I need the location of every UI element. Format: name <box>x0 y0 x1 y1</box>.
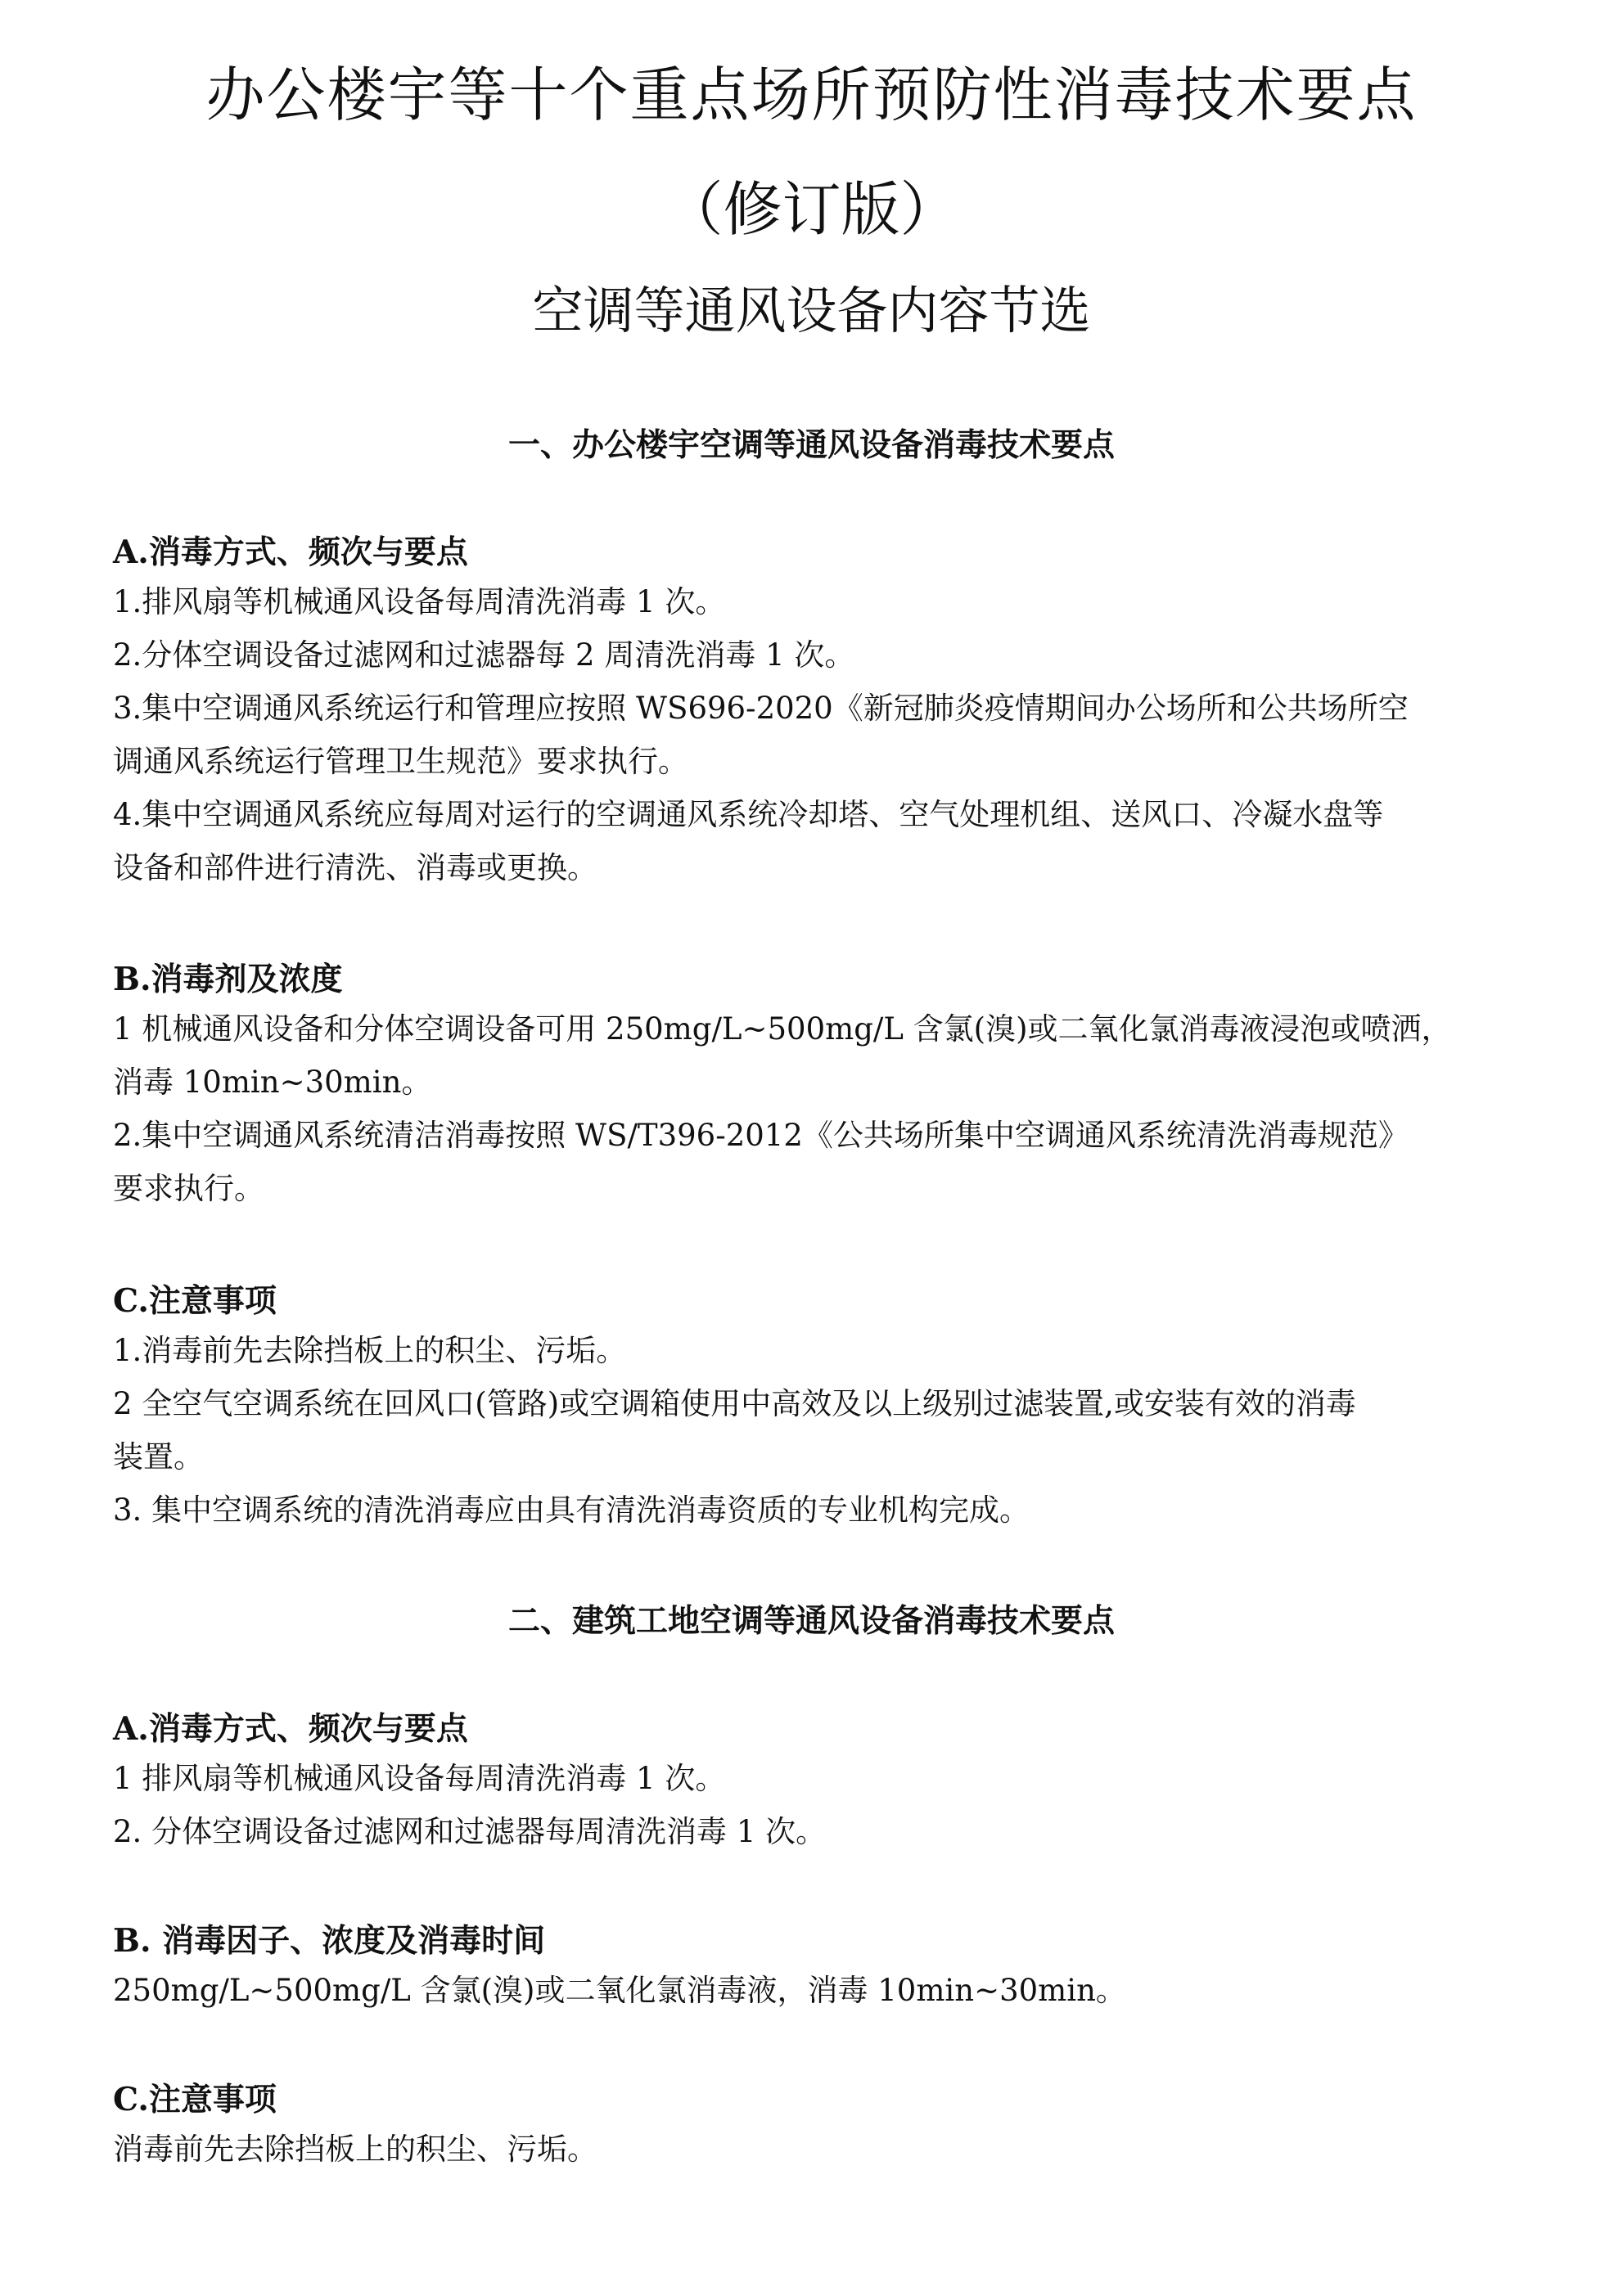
edition-label: （修订版） <box>664 175 959 244</box>
text-line: 2 全空气空调系统在回风口(管路)或空调箱使用中高效及以上级别过滤装置,或安装有效的消毒 <box>113 1386 1356 1421</box>
text-line: 2. 分体空调设备过滤网和过滤器每周清洗消毒 1 次。 <box>113 1814 827 1849</box>
text-line: 250mg/L~500mg/L 含氯(溴)或二氧化氯消毒液，消毒 10min~30min。 <box>113 1973 1126 2008</box>
section2-a-heading: A.消毒方式、频次与要点 <box>113 1710 468 1748</box>
text-line: 1.消毒前先去除挡板上的积尘、污垢。 <box>113 1333 627 1368</box>
text-line: 3.集中空调通风系统运行和管理应按照 WS696-2020《新冠肺炎疫情期间办公场所和公共场所空 <box>113 691 1409 726</box>
section2-c-text <box>113 2123 1537 2176</box>
section1-title: 一、办公楼宇空调等通风设备消毒技术要点 <box>507 426 1115 464</box>
text-line: 4.集中空调通风系统应每周对运行的空调通风系统冷却塔、空气处理机组、送风口、冷凝水盘等 <box>113 797 1384 832</box>
section1-c-heading: C.注意事项 <box>113 1282 277 1320</box>
section2-b-text <box>113 1964 1537 2017</box>
section1-a-heading: A.消毒方式、频次与要点 <box>113 533 468 571</box>
section1-b-text <box>113 1002 1537 1215</box>
text-line: 设备和部件进行清洗、消毒或更换。 <box>113 850 597 885</box>
section2-b-heading: B. 消毒因子、浓度及消毒时间 <box>113 1922 546 1960</box>
text-line: 消毒前先去除挡板上的积尘、污垢。 <box>113 2132 597 2167</box>
text-line: 消毒 10min~30min。 <box>113 1065 432 1100</box>
section2-title: 二、建筑工地空调等通风设备消毒技术要点 <box>507 1602 1115 1640</box>
text-line: 1.排风扇等机械通风设备每周清洗消毒 1 次。 <box>113 584 726 619</box>
text-line: 1 排风扇等机械通风设备每周清洗消毒 1 次。 <box>113 1761 726 1796</box>
section1-c-text <box>113 1324 1537 1537</box>
document-title: 办公楼宇等十个重点场所预防性消毒技术要点 <box>205 61 1418 129</box>
section2-c-heading: C.注意事项 <box>113 2081 277 2118</box>
section2-a-text <box>113 1752 1537 1858</box>
section1-a-text <box>113 575 1537 894</box>
text-line: 调通风系统运行管理卫生规范》要求执行。 <box>113 744 688 779</box>
text-line: 2.分体空调设备过滤网和过滤器每 2 周清洗消毒 1 次。 <box>113 637 855 673</box>
text-line: 1 机械通风设备和分体空调设备可用 250mg/L~500mg/L 含氯(溴)或二氧化氯消毒液浸泡或喷洒， <box>113 1011 1452 1047</box>
text-line: 2.集中空调通风系统清洁消毒按照 WS/T396-2012《公共场所集中空调通风系统清洗消毒规范》 <box>113 1118 1409 1153</box>
text-line: 装置。 <box>113 1439 204 1474</box>
text-line: 要求执行。 <box>113 1171 264 1206</box>
section1-b-heading: B.消毒剂及浓度 <box>113 961 343 998</box>
document-subtitle: 空调等通风设备内容节选 <box>532 281 1091 340</box>
text-line: 3. 集中空调系统的清洗消毒应由具有清洗消毒资质的专业机构完成。 <box>113 1492 1030 1528</box>
